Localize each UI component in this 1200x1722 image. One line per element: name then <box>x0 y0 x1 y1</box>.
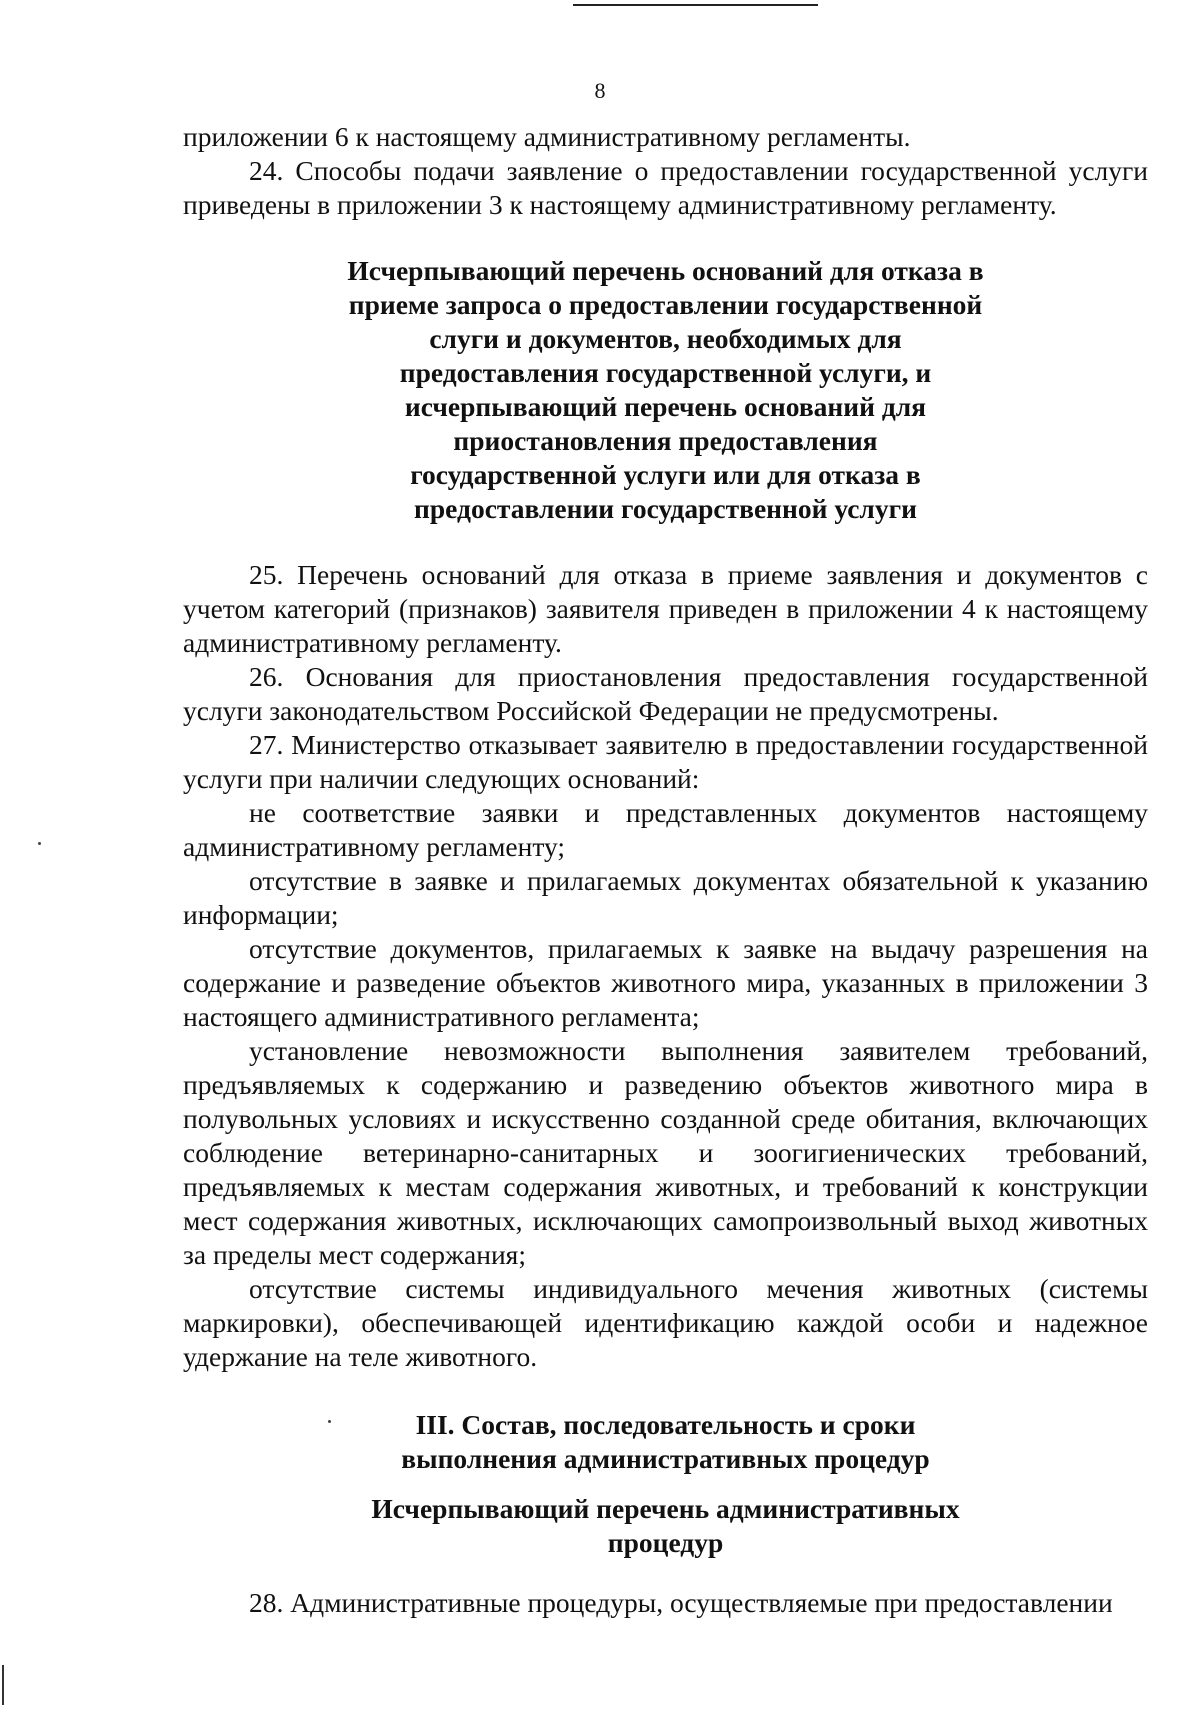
heading-line: Исчерпывающий перечень административных <box>371 1493 960 1524</box>
paragraph-continuation: приложении 6 к настоящему административному регламенты. <box>183 121 911 152</box>
heading-line: предоставления государственной услуги, и <box>399 357 932 388</box>
list-item-missing-information: отсутствие в заявке и прилагаемых документах обязательной к указанию информации; <box>183 865 1148 930</box>
heading-line: исчерпывающий перечень оснований для <box>404 391 927 422</box>
heading-line: III. Состав, последовательность и сроки <box>415 1409 916 1440</box>
paragraph-27: 27. Министерство отказывает заявителю в предоставлении государственной услуги при наличии следующих оснований: <box>183 729 1148 794</box>
list-item-requirements-impossible: установление невозможности выполнения заявителем требований, предъявляемых к содержанию и разведению объектов животного мира в полувольных условиях и искусственно созданной среде обитания, включающих соблюдение ветеринарно-санитарных и зоогигиенических требований, предъявляемых к местам содержания животных, и требований к конструкции мест содержания животных, исключающих самопроизвольный выход животных за пределы мест содержания; <box>183 1035 1148 1270</box>
heading-line: приостановления предоставления <box>453 425 878 456</box>
page-number: 8 <box>594 78 606 103</box>
paragraph-24: 24. Способы подачи заявление о предоставлении государственной услуги приведены в приложении 3 к настоящему административному регламенту. <box>183 155 1148 220</box>
heading-line: предоставлении государственной услуги <box>414 493 917 524</box>
heading-line: процедур <box>607 1527 724 1558</box>
paragraph-25: 25. Перечень оснований для отказа в приеме заявления и документов с учетом категорий (признаков) заявителя приведен в приложении 4 к настоящему административному регламенту. <box>183 559 1148 658</box>
list-item-non-compliance: не соответствие заявки и представленных документов настоящему административному регламенту; <box>183 797 1148 862</box>
paragraph-28: 28. Административные процедуры, осуществляемые при предоставлении <box>249 1587 1113 1618</box>
chapter-heading-iii <box>286 1408 1046 1476</box>
paragraph-26: 26. Основания для приостановления предоставления государственной услуги законодательством Российской Федерации не предусмотрены. <box>183 661 1148 726</box>
heading-line: слуги и документов, необходимых для <box>429 323 902 354</box>
heading-line: Исчерпывающий перечень оснований для отказа в <box>347 255 984 286</box>
scan-speck <box>328 1420 331 1423</box>
heading-line: выполнения административных процедур <box>401 1443 930 1474</box>
scan-speck <box>38 842 41 845</box>
top-rule <box>573 4 818 6</box>
section-heading-procedures-list <box>286 1492 1046 1560</box>
heading-line: приеме запроса о предоставлении государственной <box>348 289 983 320</box>
heading-line: государственной услуги или для отказа в <box>410 459 921 490</box>
scan-margin-mark <box>2 1665 4 1705</box>
document-body <box>183 120 1148 1620</box>
section-heading-refusal-grounds <box>316 254 1016 526</box>
list-item-missing-documents: отсутствие документов, прилагаемых к заявке на выдачу разрешения на содержание и разведение объектов животного мира, указанных в приложении 3 настоящего административного регламента; <box>183 933 1148 1032</box>
list-item-no-marking-system: отсутствие системы индивидуального мечения животных (системы маркировки), обеспечивающей идентификацию каждой особи и надежное удержание на теле животного. <box>183 1273 1148 1372</box>
